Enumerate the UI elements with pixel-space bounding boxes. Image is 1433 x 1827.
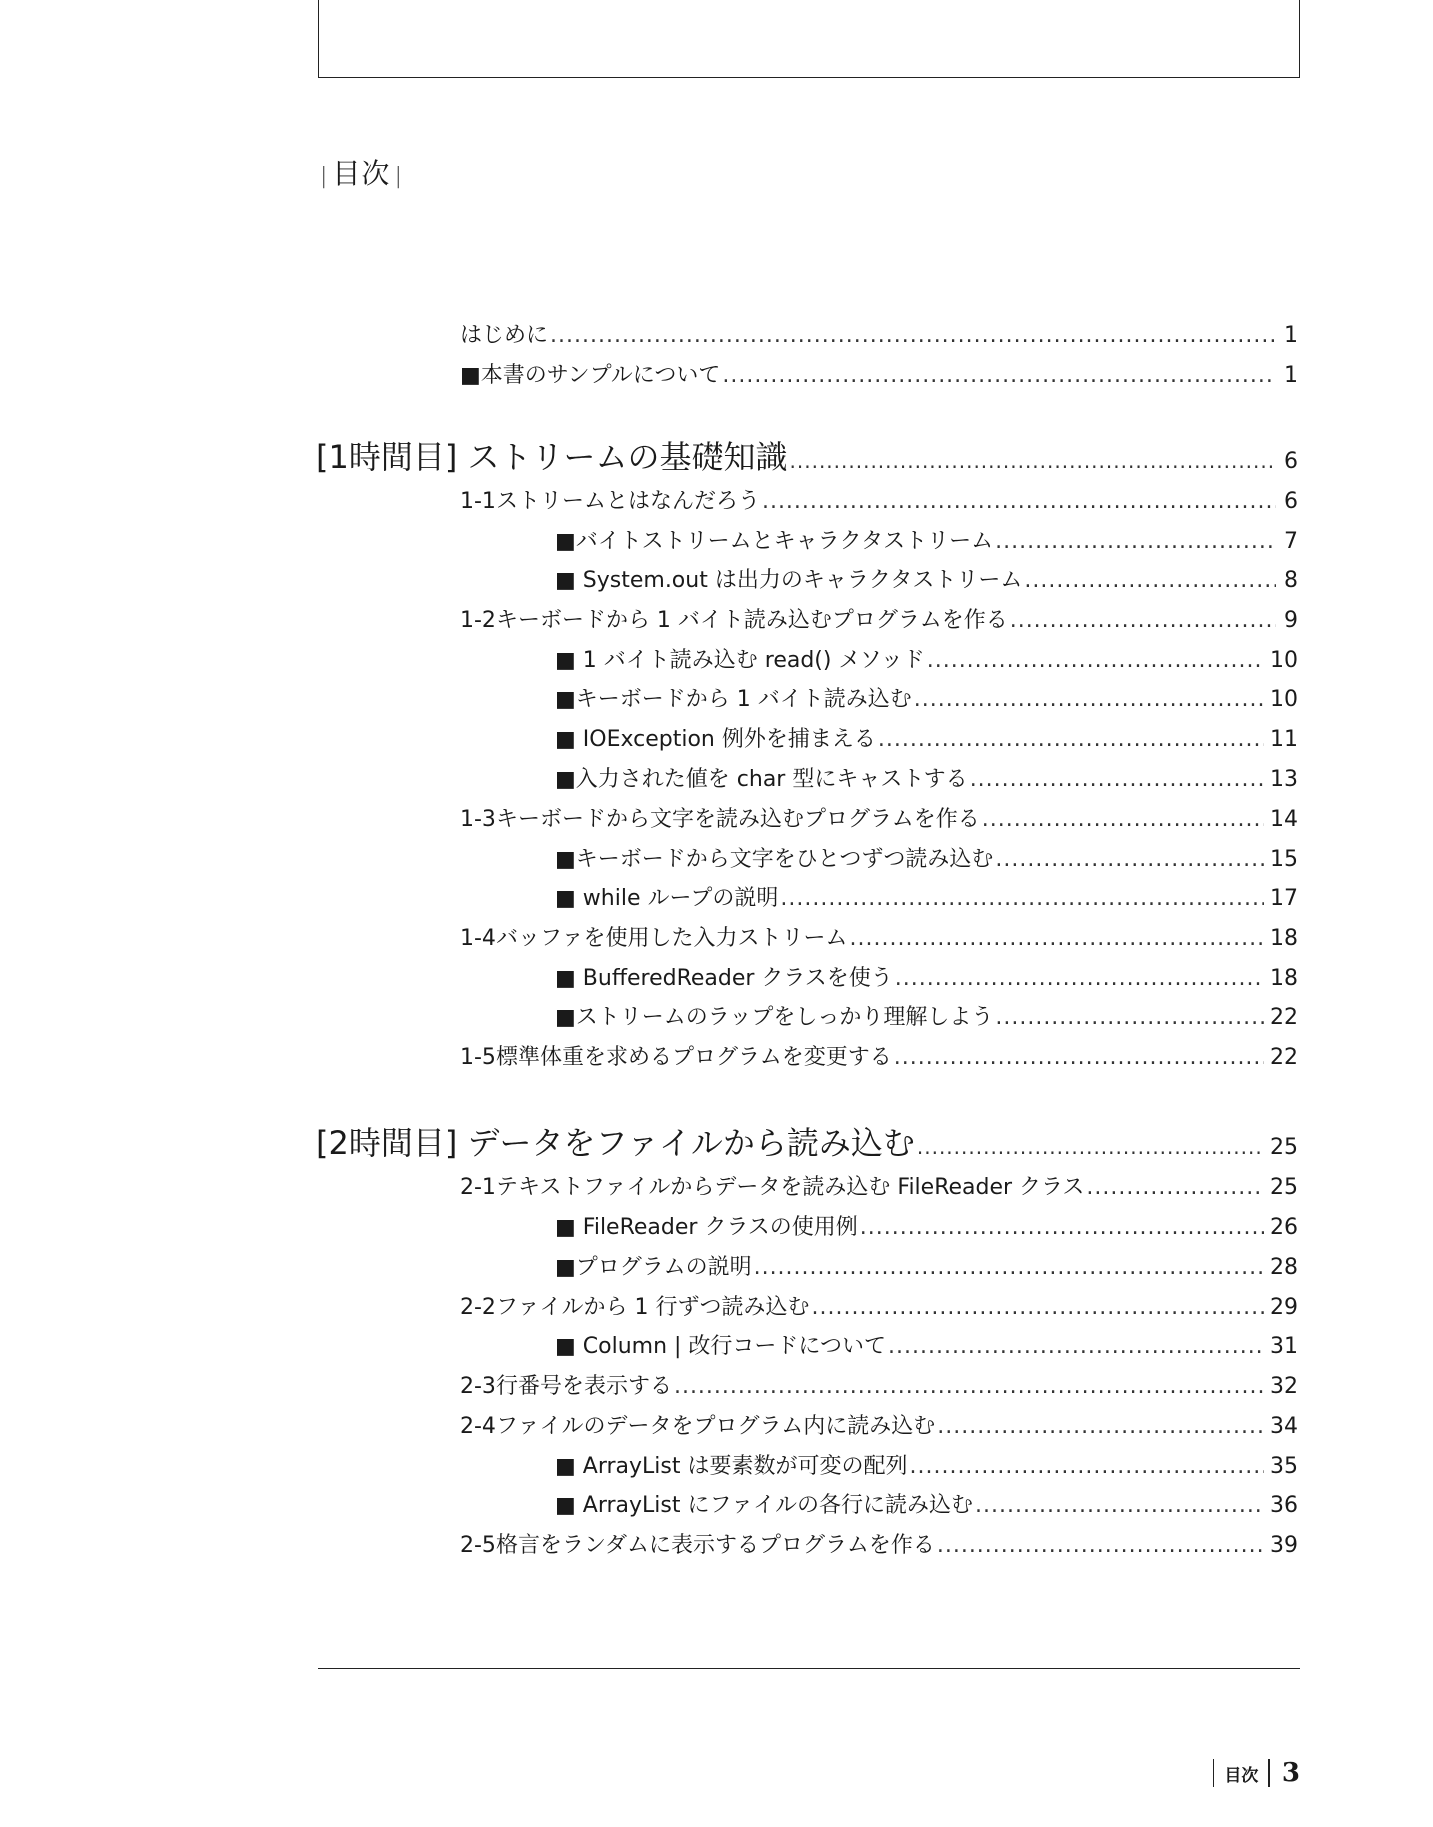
toc-entry-page: 1 [1284, 323, 1298, 348]
dot-leader [811, 1295, 1264, 1320]
dot-leader [975, 1493, 1264, 1518]
footer-section-label: 目次 [1224, 1765, 1259, 1786]
toc-section-number: 1-2 [460, 608, 496, 633]
dot-leader [914, 687, 1264, 712]
dot-leader [1024, 568, 1276, 593]
toc-entry-title: ■プログラムの説明 [555, 1255, 752, 1280]
toc-entry-title: キーボードから 1 バイト読み込むプログラムを作る [495, 608, 1008, 633]
toc-entry-page: 17 [1270, 886, 1298, 911]
toc-subsection[interactable] [555, 1488, 1298, 1519]
toc-entry-title: ■ Column | 改行コードについて [555, 1334, 886, 1359]
toc-entry-title: 標準体重を求めるプログラムを変更する [495, 1045, 892, 1070]
toc-chapter-heading[interactable] [316, 432, 1298, 478]
toc-section[interactable] [460, 1170, 1298, 1201]
toc-section-number: 2-5 [460, 1533, 496, 1558]
toc-entry-title: ■バイトストリームとキャラクタストリーム [555, 529, 994, 554]
toc-section-number: 2-1 [460, 1175, 496, 1200]
toc-entry-page: 28 [1270, 1255, 1298, 1280]
toc-entry-page: 22 [1270, 1045, 1298, 1070]
toc-subsection[interactable] [555, 1250, 1298, 1281]
toc-entry-title: ■ IOException 例外を捕まえる [555, 727, 876, 752]
toc-entry-title: ■ FileReader クラスの使用例 [555, 1215, 858, 1240]
toc-section-number: 1-1 [460, 489, 496, 514]
toc-section[interactable] [460, 1040, 1298, 1071]
toc-entry-title: ストリームとはなんだろう [495, 489, 760, 514]
dot-leader [937, 1533, 1264, 1558]
page-title [316, 152, 407, 192]
toc-entry-page: 18 [1270, 926, 1298, 951]
toc-section[interactable] [460, 1409, 1298, 1440]
dot-leader [550, 323, 1276, 348]
title-bar-left: | [320, 164, 329, 189]
toc-entry-page: 35 [1270, 1454, 1298, 1479]
dot-leader [754, 1255, 1264, 1280]
toc-entry-page: 13 [1270, 767, 1298, 792]
toc-section-number: 2-2 [460, 1295, 496, 1320]
dot-leader [790, 449, 1276, 473]
toc-entry[interactable] [460, 318, 1298, 349]
toc-entry-title: テキストファイルからデータを読み込む FileReader クラス [495, 1175, 1085, 1200]
toc-entry-title: 行番号を表示する [495, 1374, 672, 1399]
toc-entry-title: ■入力された値を char 型にキャストする [555, 767, 968, 792]
dot-leader [895, 966, 1264, 991]
toc-entry-title: ■キーボードから 1 バイト読み込む [555, 687, 912, 712]
toc-section[interactable] [460, 921, 1298, 952]
toc-section[interactable] [460, 1369, 1298, 1400]
dot-leader [917, 1135, 1264, 1159]
toc-section-number: 1-5 [460, 1045, 496, 1070]
toc-section-number: 2-4 [460, 1414, 496, 1439]
page-footer [1213, 1758, 1300, 1788]
toc-entry-page: 6 [1284, 489, 1298, 514]
toc-subsection[interactable] [555, 563, 1298, 594]
toc-entry-title: ■ 1 バイト読み込む read() メソッド [555, 648, 925, 673]
toc-subsection[interactable] [555, 842, 1298, 873]
toc-entry-title: ■ while ループの説明 [555, 886, 779, 911]
title-bar-right: | [394, 164, 403, 189]
dot-leader [995, 847, 1264, 872]
dot-leader [937, 1414, 1264, 1439]
toc-entry-page: 1 [1284, 363, 1298, 388]
footer-rule [318, 1668, 1300, 1669]
toc-chapter-title: [2時間目] データをファイルから読み込む [316, 1124, 915, 1162]
toc-entry-title: バッファを使用した入力ストリーム [495, 926, 848, 951]
toc-subsection[interactable] [555, 682, 1298, 713]
toc-entry-title: ■ ArrayList は要素数が可変の配列 [555, 1454, 908, 1479]
dot-leader [850, 926, 1265, 951]
toc-subsection[interactable] [555, 961, 1298, 992]
toc-subsection[interactable] [555, 1000, 1298, 1031]
dot-leader [762, 489, 1276, 514]
toc-section-number: 1-3 [460, 807, 496, 832]
dot-leader [780, 886, 1264, 911]
toc-subsection[interactable] [555, 722, 1298, 753]
toc-entry[interactable] [460, 358, 1298, 389]
dot-leader [894, 1045, 1264, 1070]
toc-entry-title: ■キーボードから文字をひとつずつ読み込む [555, 847, 994, 872]
toc-entry-page: 18 [1270, 966, 1298, 991]
dot-leader [878, 727, 1264, 752]
toc-entry-title: ■本書のサンプルについて [460, 363, 721, 388]
toc-entry-page: 25 [1270, 1175, 1298, 1200]
toc-entry-page: 10 [1270, 687, 1298, 712]
toc-entry-page: 36 [1270, 1493, 1298, 1518]
toc-entry-page: 8 [1284, 568, 1298, 593]
toc-entry-page: 10 [1270, 648, 1298, 673]
toc-entry-title: ファイルのデータをプログラム内に読み込む [495, 1414, 936, 1439]
toc-entry-page: 29 [1270, 1295, 1298, 1320]
toc-section[interactable] [460, 802, 1298, 833]
toc-chapter-title: [1時間目] ストリームの基礎知識 [316, 438, 788, 476]
toc-entry-page: 15 [1270, 847, 1298, 872]
toc-subsection[interactable] [555, 1449, 1298, 1480]
toc-section[interactable] [460, 1290, 1298, 1321]
dot-leader [970, 767, 1264, 792]
toc-entry-page: 25 [1270, 1135, 1298, 1160]
toc-subsection[interactable] [555, 762, 1298, 793]
dot-leader [860, 1215, 1264, 1240]
toc-section[interactable] [460, 484, 1298, 515]
toc-entry-title: ■ System.out は出力のキャラクタストリーム [555, 568, 1023, 593]
dot-leader [674, 1374, 1264, 1399]
toc-entry-title: ■ストリームのラップをしっかり理解しよう [555, 1005, 994, 1030]
toc-entry-page: 32 [1270, 1374, 1298, 1399]
toc-entry-page: 7 [1284, 529, 1298, 554]
toc-entry-page: 9 [1284, 608, 1298, 633]
dot-leader [995, 529, 1276, 554]
dot-leader [927, 648, 1264, 673]
toc-entry-title: ■ ArrayList にファイルの各行に読み込む [555, 1493, 974, 1518]
toc-entry-title: はじめに [460, 323, 549, 348]
toc-entry-page: 6 [1284, 449, 1298, 474]
dot-leader [1086, 1175, 1264, 1200]
toc-subsection[interactable] [555, 1210, 1298, 1241]
toc-entry-page: 34 [1270, 1414, 1298, 1439]
toc-entry-page: 14 [1270, 807, 1298, 832]
toc-entry-page: 11 [1270, 727, 1298, 752]
toc-section[interactable] [460, 603, 1298, 634]
dot-leader [888, 1334, 1264, 1359]
toc-subsection[interactable] [555, 524, 1298, 555]
toc-subsection[interactable] [555, 1329, 1298, 1360]
page-number: 3 [1281, 1758, 1300, 1788]
toc-entry-title: 格言をランダムに表示するプログラムを作る [495, 1533, 935, 1558]
dot-leader [722, 363, 1276, 388]
toc-entry-title: ■ BufferedReader クラスを使う [555, 966, 893, 991]
toc-subsection[interactable] [555, 643, 1298, 674]
toc-subsection[interactable] [555, 881, 1298, 912]
dot-leader [909, 1454, 1264, 1479]
page-title-text: 目次 [332, 157, 391, 190]
dot-leader [1010, 608, 1276, 633]
toc-section-number: 1-4 [460, 926, 496, 951]
dot-leader [982, 807, 1264, 832]
toc-entry-page: 22 [1270, 1005, 1298, 1030]
toc-chapter-heading[interactable] [316, 1118, 1298, 1164]
dot-leader [995, 1005, 1264, 1030]
toc-entry-title: キーボードから文字を読み込むプログラムを作る [495, 807, 980, 832]
toc-entry-page: 39 [1270, 1533, 1298, 1558]
toc-section[interactable] [460, 1528, 1298, 1559]
toc-entry-page: 31 [1270, 1334, 1298, 1359]
toc-section-number: 2-3 [460, 1374, 496, 1399]
header-frame [318, 0, 1300, 78]
toc-entry-title: ファイルから 1 行ずつ読み込む [495, 1295, 810, 1320]
toc-entry-page: 26 [1270, 1215, 1298, 1240]
